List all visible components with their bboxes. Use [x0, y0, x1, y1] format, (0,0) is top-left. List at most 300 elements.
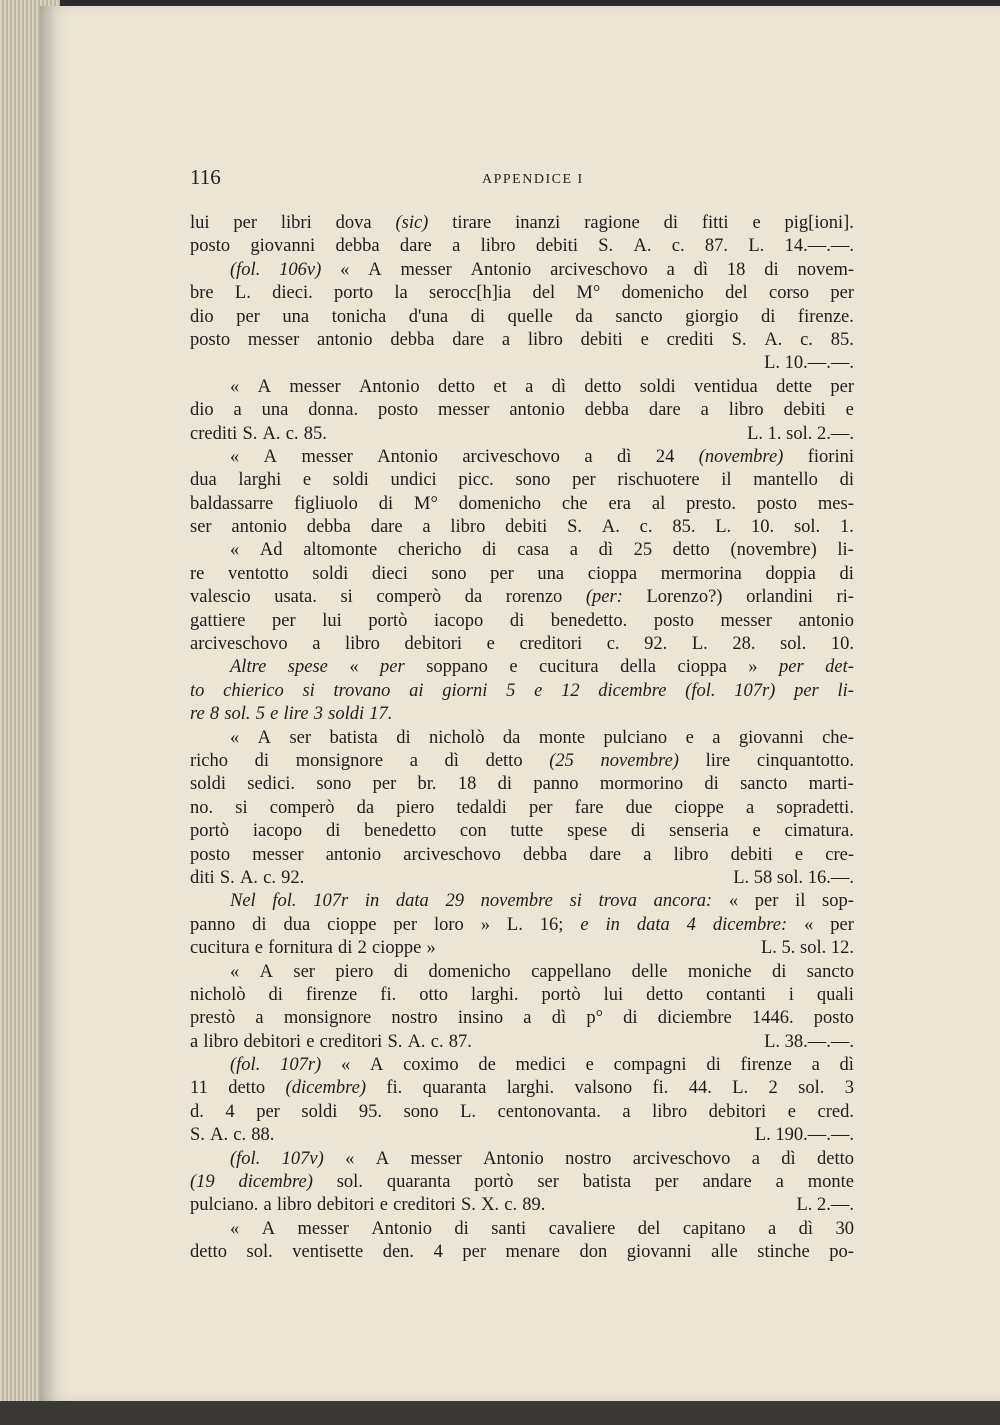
word: compagni — [613, 1055, 687, 1076]
word: 107v) — [281, 1148, 324, 1169]
word: a — [811, 1055, 820, 1076]
word: giovanni — [250, 236, 316, 257]
word: c. — [263, 867, 276, 888]
text-line — [190, 914, 854, 937]
word: a — [255, 1008, 264, 1029]
word: i — [788, 984, 794, 1005]
word: 5 — [255, 704, 265, 725]
word: santi — [491, 1218, 527, 1239]
word: cioppe — [674, 797, 724, 818]
word: e — [509, 657, 518, 678]
word: sol. — [336, 1172, 363, 1193]
amount: L. 190.—.—. — [754, 1125, 854, 1146]
word: di — [254, 750, 270, 771]
word: larghi — [238, 470, 282, 491]
word: (25 — [549, 750, 574, 771]
word: no. — [190, 797, 214, 818]
word: sol. — [780, 634, 807, 655]
text-line — [190, 633, 854, 656]
word: di — [630, 821, 646, 842]
word: del — [532, 283, 556, 304]
word: cioppe — [327, 914, 377, 935]
word: mes- — [817, 493, 854, 514]
word: di — [268, 984, 283, 1005]
word: ser — [537, 1172, 559, 1193]
word: e — [794, 844, 804, 865]
word: in — [364, 891, 380, 912]
word: cioppa — [677, 657, 727, 678]
word: batista — [329, 727, 378, 748]
amount: L. 58 sol. 16.—. — [733, 867, 854, 888]
word: sedici. — [247, 774, 296, 795]
word: per — [393, 914, 418, 935]
word: 107r) — [280, 1055, 322, 1076]
word: che — [561, 493, 588, 514]
word: creditori — [393, 1195, 456, 1216]
word: fiorini — [807, 446, 854, 467]
word: (dicembre) — [285, 1078, 367, 1099]
word: S. — [190, 1125, 205, 1146]
word: al — [651, 493, 666, 514]
word: A — [263, 446, 278, 467]
word: si — [340, 587, 353, 608]
word: a — [767, 1218, 777, 1239]
word: senseria — [669, 821, 729, 842]
word: Antonio — [371, 1218, 432, 1239]
word: « — [230, 540, 240, 561]
word: per — [272, 610, 296, 631]
word: 30 — [835, 1218, 854, 1239]
word: ventidua — [694, 376, 758, 397]
word: S. — [567, 517, 583, 538]
word: d. — [190, 1101, 204, 1122]
word: po- — [829, 1242, 854, 1263]
word: sop- — [822, 891, 854, 912]
word: 12 — [561, 680, 580, 701]
word: A. — [210, 1125, 229, 1146]
word: larghi. — [506, 1078, 555, 1099]
word: iacopo — [252, 821, 303, 842]
word: in — [605, 914, 620, 935]
word: posto — [813, 1008, 854, 1029]
word: libro — [673, 844, 709, 865]
word: comperò — [269, 797, 335, 818]
word: mermorina — [660, 563, 742, 584]
word: di — [623, 1008, 638, 1029]
word: debba — [335, 236, 380, 257]
word: 3 — [313, 704, 323, 725]
word: dì — [781, 1148, 796, 1169]
word: fitti — [701, 213, 729, 233]
word: con — [459, 821, 487, 842]
word: della — [620, 657, 657, 678]
word: tutte — [510, 821, 544, 842]
word: dare — [589, 844, 622, 865]
word: c. — [639, 517, 653, 538]
word: detto — [817, 1148, 854, 1169]
word: panno — [533, 774, 579, 795]
word: 2 — [768, 1078, 778, 1099]
text-line — [190, 493, 854, 516]
word: dì — [551, 376, 567, 397]
word: per — [830, 283, 854, 304]
word: nostro — [391, 1008, 438, 1029]
word: baldassarre — [190, 493, 274, 514]
word: tirare — [452, 213, 492, 233]
word: soldi — [328, 704, 365, 725]
word: dì — [617, 446, 632, 467]
text-line — [190, 844, 854, 867]
word: benedetto. — [550, 610, 628, 631]
word: posto — [756, 493, 797, 514]
word: soppano — [426, 657, 488, 678]
text-line — [190, 703, 854, 726]
word: e — [486, 634, 495, 655]
text-line — [190, 867, 854, 890]
text-line — [190, 610, 854, 633]
word: stinche — [757, 1242, 810, 1263]
word: spese — [567, 821, 608, 842]
word: cioppe — [372, 938, 422, 959]
word: « — [804, 914, 814, 935]
word: quali — [816, 984, 854, 1005]
word: di — [663, 213, 678, 233]
word: S. — [598, 236, 614, 257]
word: L. — [506, 914, 523, 935]
word: A — [261, 1218, 276, 1239]
word: a — [523, 1008, 532, 1029]
text-line — [190, 282, 854, 305]
word: ser — [289, 727, 312, 748]
word: trova — [598, 891, 637, 912]
word: A — [257, 727, 272, 748]
word: dare — [648, 400, 681, 421]
word: c. — [606, 634, 620, 655]
word: donna. — [308, 400, 359, 421]
word: sono — [431, 563, 467, 584]
word: a — [712, 727, 721, 748]
text-line — [190, 469, 854, 492]
word: dì — [693, 259, 709, 280]
word: S. — [219, 867, 235, 888]
word: da — [575, 306, 593, 327]
word: di — [482, 540, 497, 561]
word: detto — [672, 540, 710, 561]
word: dio — [190, 400, 214, 421]
word: firenze. — [797, 306, 854, 327]
word: e — [640, 329, 649, 350]
word: corso — [768, 283, 810, 304]
word: sancto — [806, 961, 854, 982]
amount: L. 1. sol. 2.—. — [747, 423, 854, 444]
word: pulciano. — [190, 1195, 259, 1216]
word: benedetto — [364, 821, 437, 842]
word: per — [380, 657, 405, 678]
word: Altre — [230, 657, 267, 678]
word: due — [625, 797, 653, 818]
word: « — [340, 1055, 351, 1076]
word: antonio — [231, 517, 287, 538]
word: novem- — [797, 259, 854, 280]
word: 4 — [686, 914, 696, 935]
word: casa — [517, 540, 550, 561]
word: per — [830, 376, 854, 397]
word: (19 — [190, 1172, 215, 1193]
word: debba — [523, 844, 568, 865]
word: de — [478, 1055, 496, 1076]
word: a — [501, 329, 511, 350]
word: di — [760, 306, 776, 327]
word: da — [502, 727, 521, 748]
word: detto — [228, 1078, 266, 1099]
word: messer — [297, 1218, 349, 1239]
word: detto — [646, 984, 684, 1005]
word: debba — [306, 517, 351, 538]
running-head — [190, 165, 855, 197]
word: andare — [702, 1172, 752, 1193]
word: detto — [190, 1242, 227, 1263]
word: del — [725, 283, 748, 304]
text-line — [190, 773, 854, 796]
text-line — [190, 656, 854, 679]
word: e — [270, 704, 279, 725]
word: (fol. — [230, 1055, 261, 1076]
word: ser — [293, 961, 315, 982]
word: « — [230, 1218, 240, 1239]
amount: L. 2.—. — [796, 1195, 854, 1216]
word: e — [254, 938, 263, 959]
word: ventisette — [292, 1242, 364, 1263]
word: 44. — [688, 1078, 712, 1099]
word: di — [706, 1055, 721, 1076]
word: serocc[h]ia — [429, 283, 512, 304]
word: messer — [252, 844, 304, 865]
word: per — [572, 470, 596, 491]
word: 8 — [209, 704, 220, 725]
word: usata. — [274, 587, 317, 608]
scan-border — [0, 1401, 1000, 1425]
word: pig[ioni]. — [784, 213, 854, 233]
word: 87. — [704, 236, 729, 257]
word: creditori — [519, 634, 583, 655]
word: br. — [417, 774, 437, 795]
word: contanti — [706, 984, 766, 1005]
text-line — [190, 329, 854, 352]
word: A — [369, 1055, 384, 1076]
word: per — [830, 914, 854, 935]
word: 3 — [844, 1078, 854, 1099]
word: picc. — [458, 470, 494, 491]
running-title: APPENDICE I — [482, 172, 584, 187]
word: prestò — [190, 1008, 236, 1029]
word: a — [525, 376, 534, 397]
word: dare — [370, 517, 403, 538]
word: ri- — [836, 587, 854, 608]
word: sono — [515, 470, 551, 491]
word: undici — [390, 470, 437, 491]
word: fi. — [380, 984, 397, 1005]
word: to — [190, 680, 205, 701]
word: L. — [691, 634, 708, 655]
word: diciembre — [657, 1008, 732, 1029]
word: e — [752, 213, 761, 233]
word: a — [233, 400, 242, 421]
word: 25 — [633, 540, 653, 561]
word: dua — [283, 914, 311, 935]
word: di — [396, 727, 411, 748]
word: portò — [541, 984, 581, 1005]
word: di — [771, 961, 787, 982]
text-line — [190, 376, 854, 399]
word: mantello — [753, 470, 818, 491]
amount: L. 5. sol. 12. — [760, 938, 854, 959]
word: M° — [576, 283, 601, 304]
word: alle — [711, 1242, 738, 1263]
word: sol. — [798, 1078, 825, 1099]
word: libro — [652, 1101, 688, 1122]
word: S. — [460, 1195, 476, 1216]
word: soldi — [639, 376, 676, 397]
word: cucitura — [190, 938, 250, 959]
word: debiti — [730, 844, 773, 865]
word: cappellano — [531, 961, 612, 982]
word: 85. — [830, 329, 854, 350]
word: la — [394, 283, 408, 304]
word: 17. — [369, 704, 393, 725]
word: piero — [335, 961, 374, 982]
text-line — [190, 1171, 854, 1194]
word: c. — [233, 1125, 247, 1146]
word: a — [584, 446, 593, 467]
word: L. — [748, 236, 765, 257]
word: soldi — [332, 470, 369, 491]
text-line — [190, 516, 854, 539]
word: 1. — [839, 517, 854, 538]
text-line — [190, 1241, 854, 1264]
word: il — [795, 891, 806, 912]
word: « — [230, 376, 240, 397]
word: 95. — [358, 1101, 383, 1122]
word: nicholò — [190, 984, 246, 1005]
word: Nel — [230, 891, 256, 912]
word: dì — [551, 1008, 567, 1029]
word: per — [372, 774, 397, 795]
word: fi. — [652, 1078, 669, 1099]
word: rischuotere — [617, 470, 700, 491]
word: (fol. — [230, 1148, 261, 1169]
word: cucitura — [539, 657, 599, 678]
word: sono — [403, 1101, 439, 1122]
text-line — [190, 399, 854, 422]
word: (fol. — [230, 259, 261, 280]
word: di — [839, 470, 854, 491]
text-line — [190, 937, 854, 960]
word: (novembre) — [730, 540, 817, 561]
word: 10. — [751, 517, 775, 538]
word: presto. — [686, 493, 737, 514]
word: 11 — [190, 1078, 208, 1099]
word: nostro — [565, 1148, 612, 1169]
word: moniche — [687, 961, 752, 982]
word: c. — [430, 1031, 444, 1052]
word: fi. — [386, 1078, 403, 1099]
word: debba — [390, 329, 435, 350]
amount: L. 10.—.—. — [764, 353, 854, 374]
text-line — [190, 820, 854, 843]
word: ai — [409, 680, 424, 701]
word: novembre) — [600, 750, 679, 771]
word: 89. — [522, 1195, 546, 1216]
word: cimatura. — [784, 821, 854, 842]
word: dicembre) — [238, 1172, 313, 1193]
word: a — [409, 750, 418, 771]
word: dieci — [371, 563, 408, 584]
word: dua — [190, 470, 217, 491]
word: a — [700, 400, 709, 421]
word: firenze — [740, 1055, 792, 1076]
word: ancora: — [653, 891, 713, 912]
word: una — [261, 400, 289, 421]
word: messer — [400, 259, 452, 280]
word: doppia — [765, 563, 816, 584]
word: li- — [837, 680, 854, 701]
text-line — [190, 212, 854, 235]
word: don — [579, 1242, 608, 1263]
word: per — [490, 563, 514, 584]
word: loro — [433, 914, 464, 935]
word: di — [509, 610, 525, 631]
word: e — [787, 1101, 796, 1122]
word: pulciano — [603, 727, 668, 748]
word: panno — [190, 914, 236, 935]
word: soldi — [190, 774, 226, 795]
word: giorni — [442, 680, 488, 701]
word: e — [845, 400, 854, 421]
word: (sic) — [395, 213, 429, 233]
word: ventotto — [228, 563, 289, 584]
word: altomonte — [303, 540, 378, 561]
word: era — [608, 493, 632, 514]
word: A — [259, 961, 273, 982]
word: inanzi — [515, 213, 561, 233]
word: nicholò — [429, 727, 485, 748]
word: c. — [800, 329, 813, 350]
word: » — [748, 657, 758, 678]
word: lire — [705, 750, 731, 771]
word: lui — [603, 984, 624, 1005]
word: monte — [538, 727, 586, 748]
word: « — [230, 961, 240, 982]
word: quelle — [507, 306, 553, 327]
word: 2 — [357, 938, 367, 959]
word: dieci. — [272, 283, 313, 304]
word: di — [470, 306, 486, 327]
word: firenze — [305, 984, 358, 1005]
word: a — [569, 540, 578, 561]
word: di — [338, 938, 353, 959]
word: A. — [407, 1031, 426, 1052]
word: Antonio — [470, 259, 532, 280]
word: Ad — [259, 540, 283, 561]
word: giovanni — [738, 727, 804, 748]
word: dì — [598, 540, 613, 561]
word: valescio — [190, 587, 251, 608]
word: 24 — [655, 446, 675, 467]
word: sol. — [224, 704, 251, 725]
text-line — [190, 1077, 854, 1100]
word: dio — [190, 306, 214, 327]
text-line — [190, 1218, 854, 1241]
